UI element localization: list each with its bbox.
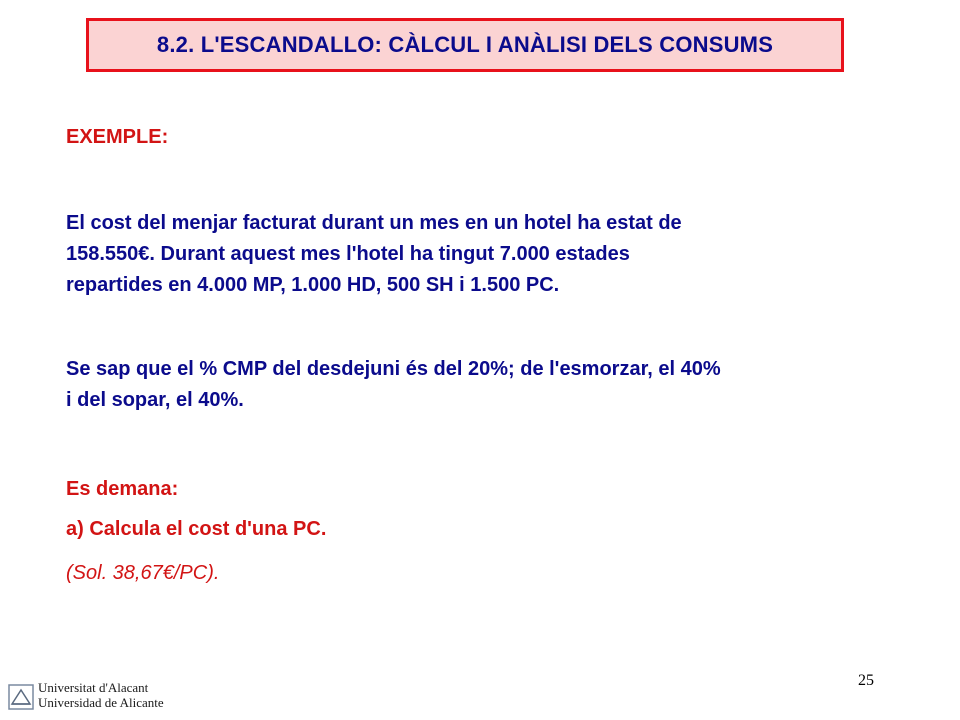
slide-title: 8.2. L'ESCANDALLO: CÀLCUL I ANÀLISI DELS CONSUMS [156, 32, 774, 57]
question-a: a) Calcula el cost d'una PC. [66, 518, 327, 540]
paragraph-1 [66, 208, 682, 301]
university-seal-icon [8, 684, 34, 710]
question-label: Es demana: [66, 478, 179, 500]
university-logo [8, 678, 178, 714]
example-label: EXEMPLE: [66, 126, 169, 148]
paragraph-1-line: repartides en 4.000 MP, 1.000 HD, 500 SH i 1.500 PC. [66, 274, 560, 296]
paragraph-2-line: Se sap que el % CMP del desdejuni és del 20%; de l'esmorzar, el 40% [66, 358, 721, 380]
slide-title-box [86, 18, 844, 72]
solution-text: (Sol. 38,67€/PC). [66, 562, 220, 584]
logo-line-2: Universidad de Alicante [38, 695, 164, 710]
logo-line-1: Universitat d'Alacant [38, 680, 149, 695]
paragraph-2 [66, 354, 721, 416]
paragraph-1-line: El cost del menjar facturat durant un mes en un hotel ha estat de [66, 212, 682, 234]
paragraph-1-line: 158.550€. Durant aquest mes l'hotel ha tingut 7.000 estades [66, 243, 630, 265]
paragraph-2-line: i del sopar, el 40%. [66, 389, 244, 411]
page-number: 25 [858, 672, 874, 689]
